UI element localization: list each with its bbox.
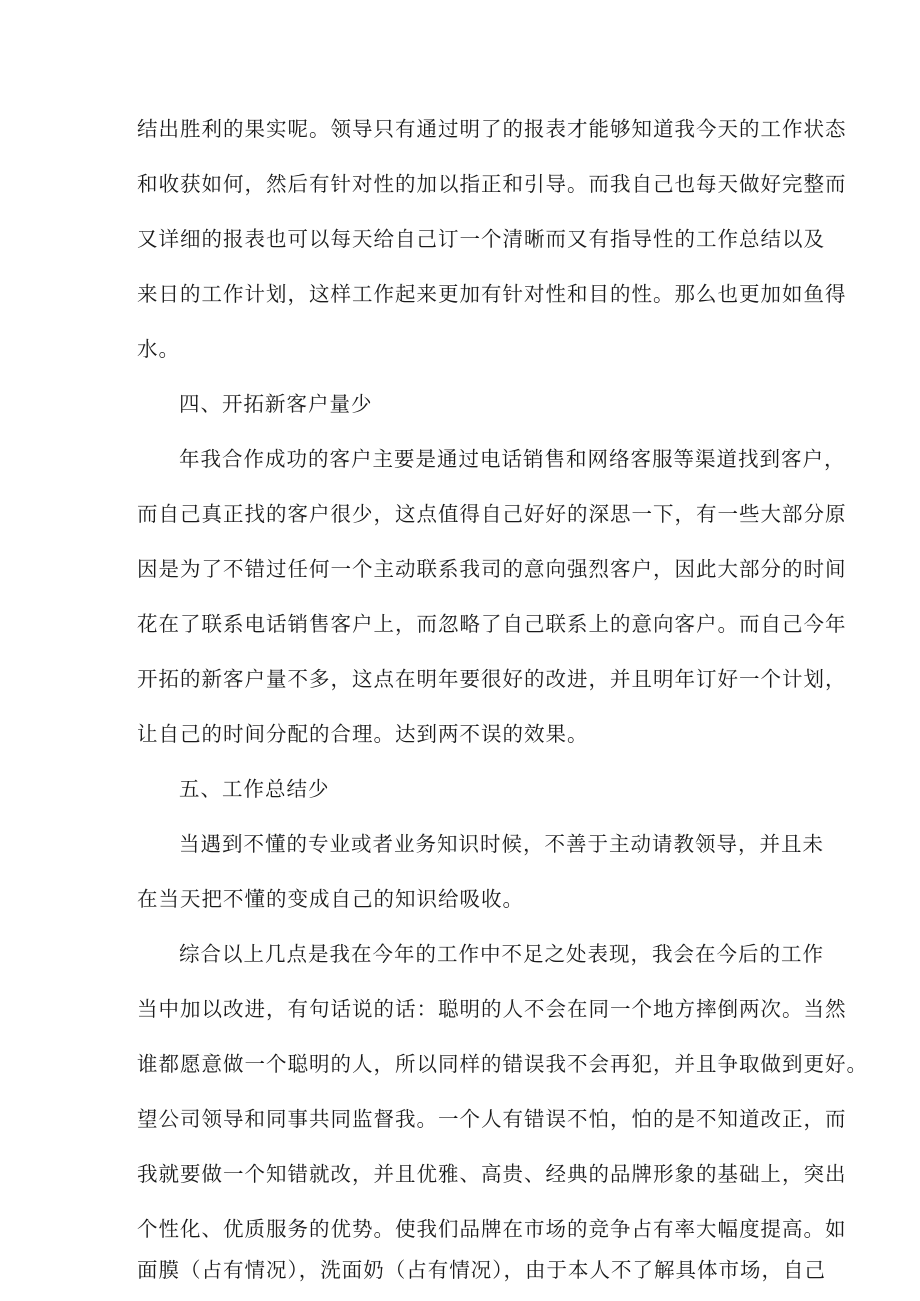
paragraph-4-line-7: 面膜（占有情况），洗面奶（占有情况），由于本人不了解具体市场，自己 bbox=[137, 1258, 826, 1282]
paragraph-1-line-2: 和收获如何，然后有针对性的加以指正和引导。而我自己也每天做好完整而 bbox=[137, 172, 847, 196]
paragraph-2-line-3: 因是为了不错过任何一个主动联系我司的意向强烈客户，因此大部分的时间 bbox=[137, 557, 847, 581]
paragraph-2-line-5: 开拓的新客户量不多，这点在明年要很好的改进，并且明年订好一个计划， bbox=[137, 667, 847, 691]
paragraph-2-line-4: 花在了联系电话销售客户上，而忽略了自己联系上的意向客户。而自己今年 bbox=[137, 612, 847, 636]
paragraph-3-line-1: 当遇到不懂的专业或者业务知识时候，不善于主动请教领导，并且未 bbox=[179, 832, 824, 856]
paragraph-3-line-2: 在当天把不懂的变成自己的知识给吸收。 bbox=[137, 887, 524, 911]
paragraph-4-line-2: 当中加以改进，有句话说的话：聪明的人不会在同一个地方摔倒两次。当然 bbox=[137, 997, 847, 1021]
paragraph-2-line-1: 年我合作成功的客户主要是通过电话销售和网络客服等渠道找到客户， bbox=[179, 447, 846, 471]
paragraph-2-line-6: 让自己的时间分配的合理。达到两不误的效果。 bbox=[137, 722, 589, 746]
paragraph-4-line-3: 谁都愿意做一个聪明的人，所以同样的错误我不会再犯，并且争取做到更好。 bbox=[137, 1052, 868, 1076]
paragraph-2-line-2: 而自己真正找的客户很少，这点值得自己好好的深思一下，有一些大部分原 bbox=[137, 502, 847, 526]
paragraph-4-line-5: 我就要做一个知错就改，并且优雅、高贵、经典的品牌形象的基础上，突出 bbox=[137, 1162, 847, 1186]
paragraph-4-line-1: 综合以上几点是我在今年的工作中不足之处表现，我会在今后的工作 bbox=[179, 942, 824, 966]
paragraph-1-line-1: 结出胜利的果实呢。领导只有通过明了的报表才能够知道我今天的工作状态 bbox=[137, 117, 847, 141]
paragraph-1-line-5: 水。 bbox=[137, 337, 180, 361]
paragraph-4-line-4: 望公司领导和同事共同监督我。一个人有错误不怕，怕的是不知道改正，而 bbox=[137, 1107, 847, 1131]
section-heading-4: 四、开拓新客户量少 bbox=[179, 392, 373, 416]
paragraph-1-line-4: 来日的工作计划，这样工作起来更加有针对性和目的性。那么也更加如鱼得 bbox=[137, 282, 847, 306]
section-heading-5: 五、工作总结少 bbox=[179, 777, 330, 801]
paragraph-1-line-3: 又详细的报表也可以每天给自己订一个清晰而又有指导性的工作总结以及 bbox=[137, 227, 825, 251]
paragraph-4-line-6: 个性化、优质服务的优势。使我们品牌在市场的竞争占有率大幅度提高。如 bbox=[137, 1217, 847, 1241]
